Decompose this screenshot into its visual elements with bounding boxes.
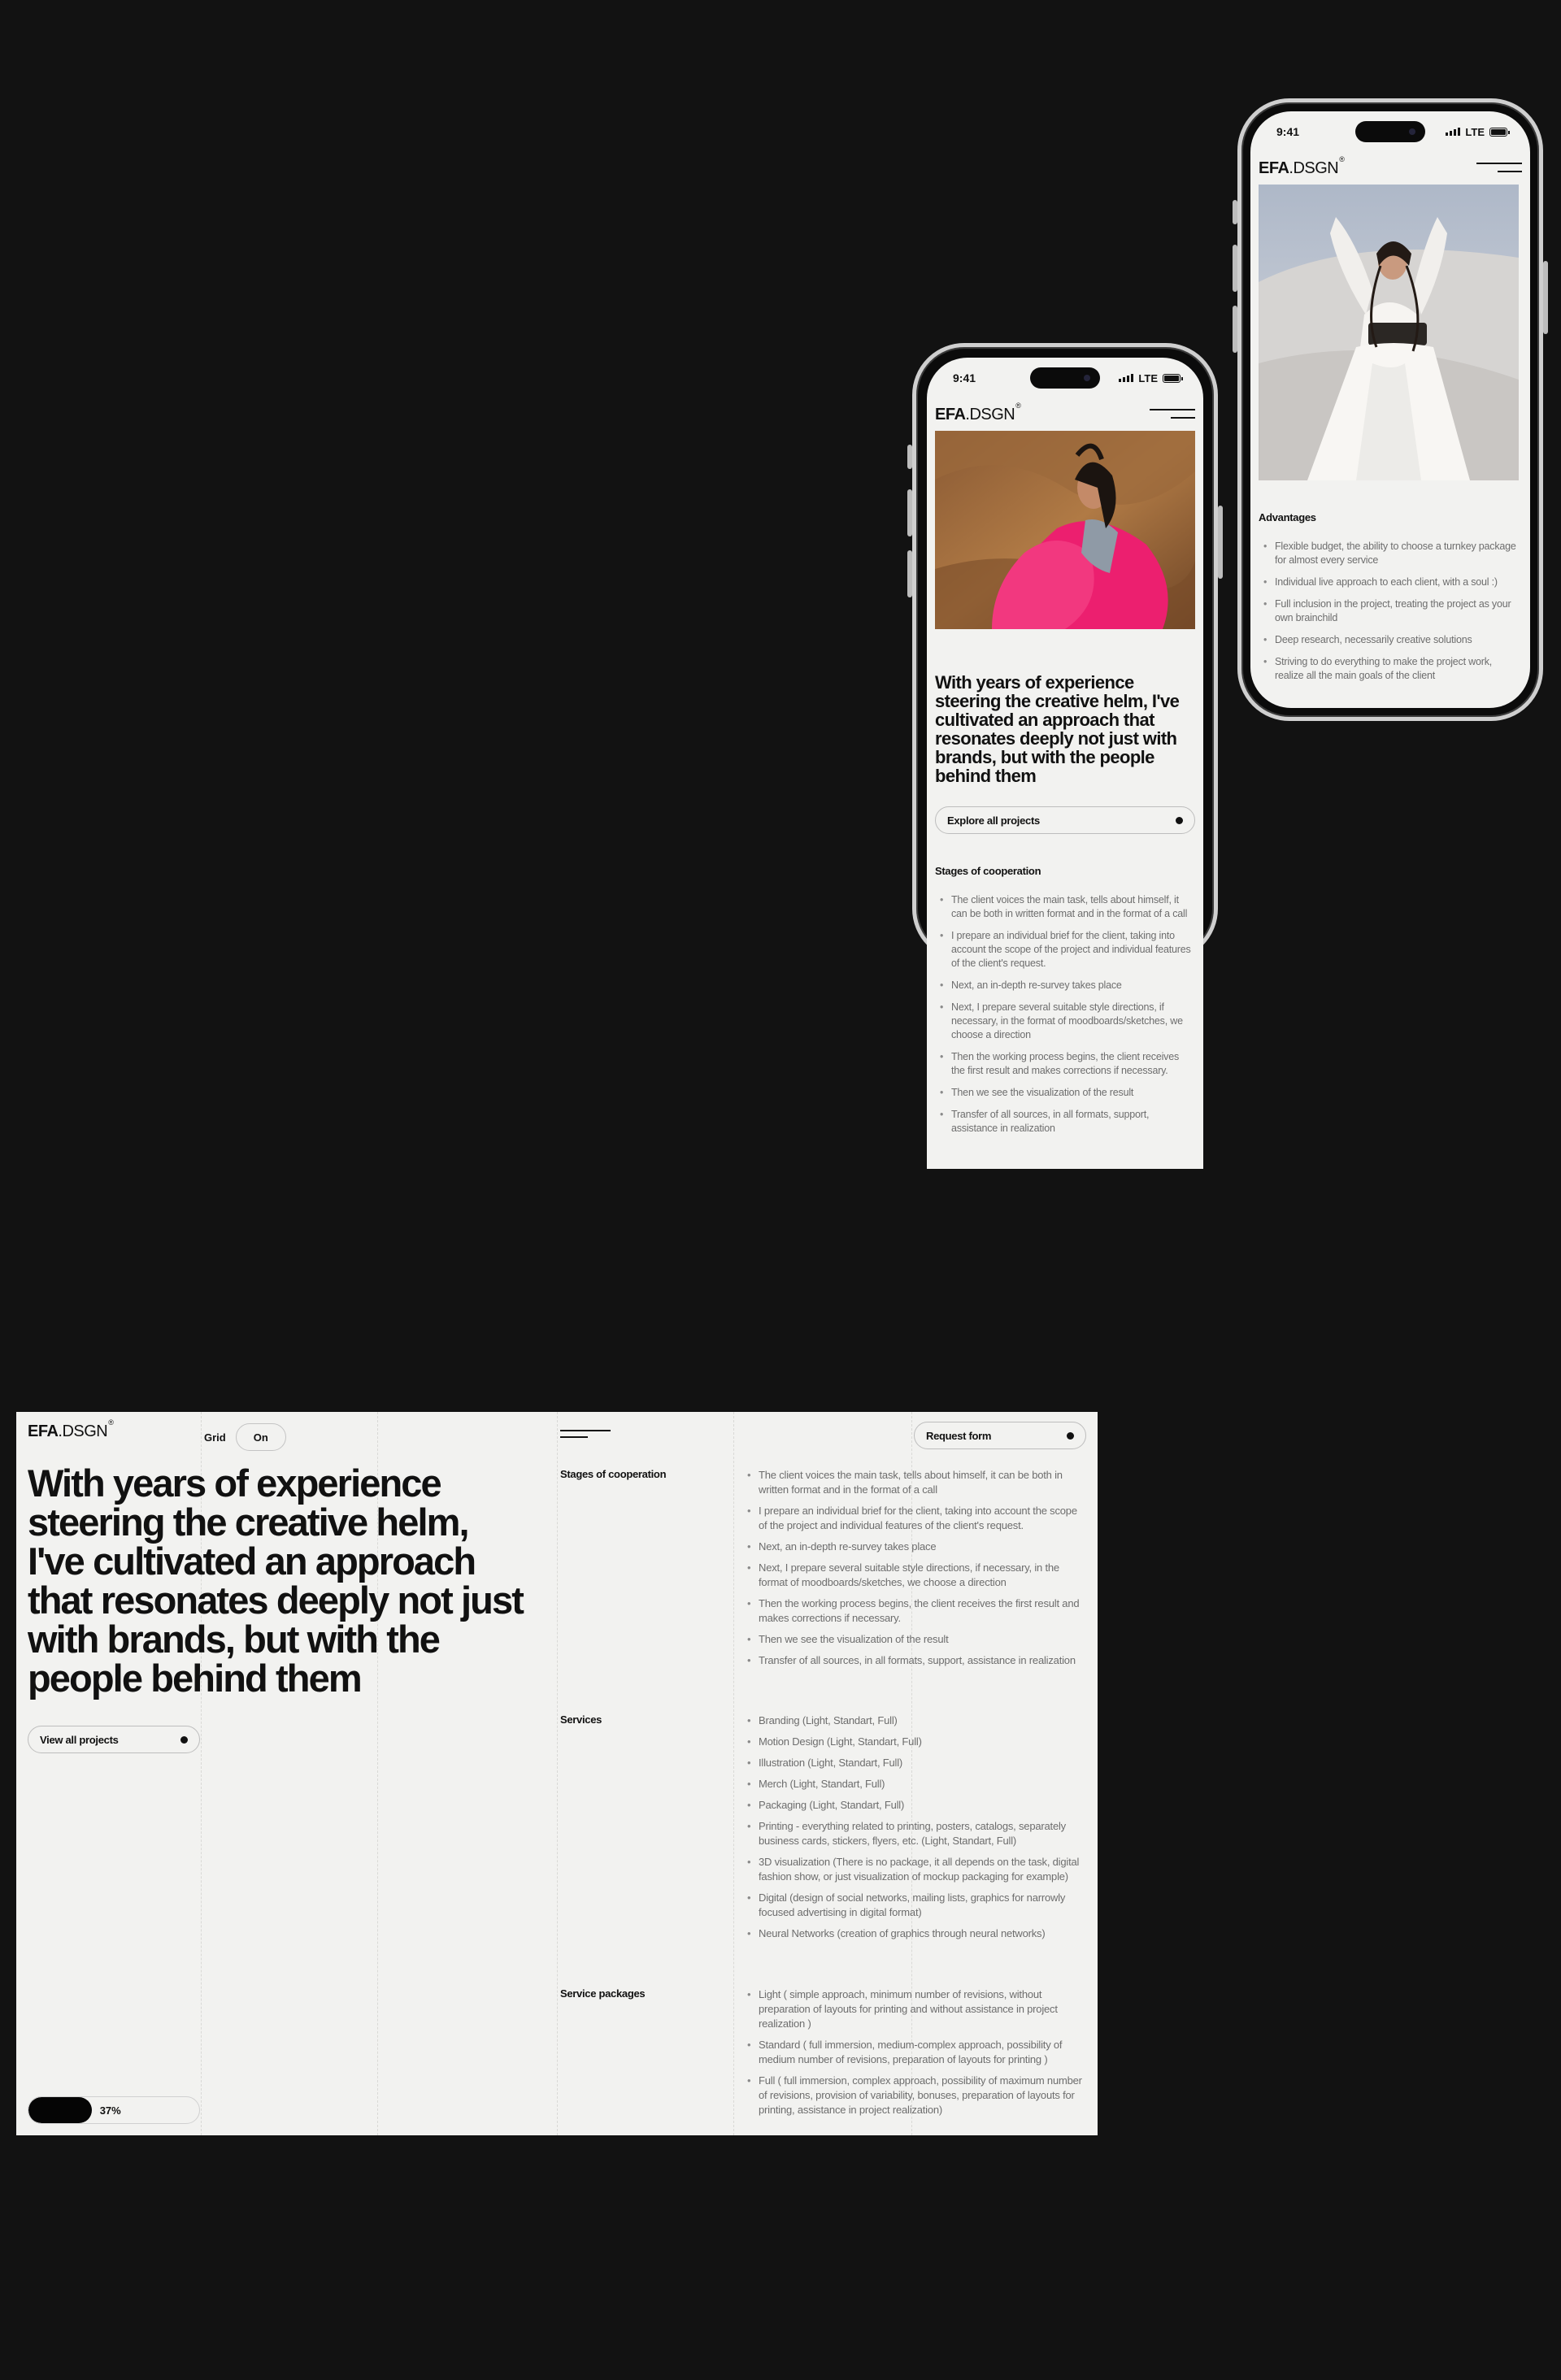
phone-side-button	[1233, 245, 1237, 292]
list-item: • Transfer of all sources, in all formats, support, assistance in realization	[935, 1108, 1195, 1136]
list-item: • I prepare an individual brief for the client, taking into account the scope of the project and individual features of the client's request.	[742, 1504, 1084, 1533]
signal-icon	[1119, 374, 1133, 382]
list-item: • Merch (Light, Standart, Full)	[742, 1777, 1084, 1792]
stages-section	[560, 1468, 1089, 1666]
phone-mockup-second	[1237, 98, 1543, 721]
stages-list	[742, 1468, 1084, 1674]
view-projects-label: View all projects	[40, 1733, 119, 1746]
dot-icon	[180, 1736, 188, 1744]
list-item: • The client voices the main task, tells about himself, it can be both in written format and in the format of a call	[935, 893, 1195, 921]
list-item: • I prepare an individual brief for the client, taking into account the scope of the project and individual features of the client's request.	[935, 929, 1195, 971]
mobile-headline: With years of experience steering the creative helm, I've cultivated an approach that resonates deeply not just with brands, but with the people behind them	[935, 672, 1180, 786]
list-item: • Full inclusion in the project, treating the project as your own brainchild	[1259, 597, 1522, 625]
dot-icon	[1176, 817, 1183, 824]
dynamic-island	[1030, 367, 1100, 389]
phone-side-button	[1233, 200, 1237, 224]
services-list	[742, 1713, 1084, 1948]
list-item: • Standard ( full immersion, medium-complex approach, possibility of medium number of revisions, preparation of layouts for printing )	[742, 2038, 1084, 2067]
list-item: • Printing - everything related to printing, posters, catalogs, separately business cards, stickers, flyers, etc. (Light, Standart, Full)	[742, 1819, 1084, 1848]
phone-side-button	[907, 489, 912, 536]
stages-title: Stages of cooperation	[935, 865, 1041, 877]
brand-logo[interactable]: EFA.DSGN ®	[28, 1418, 114, 1440]
list-item: • Branding (Light, Standart, Full)	[742, 1713, 1084, 1728]
network-label: LTE	[1465, 125, 1485, 138]
stages-title: Stages of cooperation	[560, 1468, 667, 1480]
dot-icon	[1067, 1432, 1074, 1440]
phone-side-button	[907, 445, 912, 469]
list-item: • Digital (design of social networks, mailing lists, graphics for narrowly focused advertising in digital format)	[742, 1891, 1084, 1920]
loading-progress-bar	[28, 2096, 200, 2124]
brand-logo[interactable]: EFA.DSGN ®	[1259, 155, 1345, 177]
explore-projects-label: Explore all projects	[947, 814, 1040, 827]
services-title: Services	[560, 1713, 602, 1726]
packages-title: Service packages	[560, 1987, 646, 2000]
list-item: • Next, I prepare several suitable style directions, if necessary, in the format of moodboards/sketches, we choose a direction	[935, 1001, 1195, 1042]
list-item: • Transfer of all sources, in all formats, support, assistance in realization	[742, 1653, 1084, 1668]
list-item: • Then the working process begins, the client receives the first result and makes corrections if necessary.	[935, 1050, 1195, 1078]
progress-label: 37%	[99, 2104, 121, 2117]
grid-control	[204, 1423, 286, 1451]
menu-icon[interactable]	[1476, 163, 1522, 174]
battery-icon	[1163, 374, 1181, 383]
dynamic-island	[1355, 121, 1425, 142]
stages-list	[935, 893, 1195, 1136]
list-item: • Striving to do everything to make the project work, realize all the main goals of the client	[1259, 655, 1522, 683]
list-item: • Then the working process begins, the client receives the first result and makes corrections if necessary.	[742, 1596, 1084, 1626]
grid-toggle[interactable]: On	[236, 1423, 286, 1451]
status-time: 9:41	[953, 371, 976, 384]
request-form-button[interactable]	[914, 1422, 1086, 1449]
list-item: • Light ( simple approach, minimum number of revisions, without preparation of layouts for printing and without assistance in project realization )	[742, 1987, 1084, 2031]
brand-logo[interactable]: EFA.DSGN ®	[935, 402, 1021, 423]
packages-section	[560, 1987, 1089, 2134]
hero-photo-white-dress	[1259, 185, 1522, 480]
phone-side-button	[907, 550, 912, 597]
list-item: • Next, I prepare several suitable style directions, if necessary, in the format of moodboards/sketches, we choose a direction	[742, 1561, 1084, 1590]
mobile-header	[927, 398, 1203, 431]
menu-icon[interactable]	[1150, 409, 1195, 420]
list-item: • Full ( full immersion, complex approach, possibility of maximum number of revisions, provision of variability, bonuses, preparation of layouts for printing, assistance in project realization)	[742, 2074, 1084, 2117]
mobile-header	[1250, 152, 1530, 185]
list-item: • Next, an in-depth re-survey takes place	[742, 1540, 1084, 1554]
progress-fill	[28, 2097, 92, 2123]
status-time: 9:41	[1276, 125, 1300, 138]
list-item: • Then we see the visualization of the result	[935, 1086, 1195, 1100]
signal-icon	[1446, 128, 1460, 136]
packages-list	[742, 1987, 1084, 2124]
list-item: • Motion Design (Light, Standart, Full)	[742, 1735, 1084, 1749]
grid-label: Grid	[204, 1431, 226, 1444]
services-section	[560, 1713, 1089, 1957]
request-form-label: Request form	[926, 1429, 992, 1442]
explore-projects-button[interactable]	[935, 806, 1195, 834]
list-item: • Illustration (Light, Standart, Full)	[742, 1756, 1084, 1770]
phone-screen-main	[927, 358, 1203, 1169]
phone-side-button	[1233, 306, 1237, 353]
battery-icon	[1489, 128, 1507, 137]
menu-icon[interactable]	[560, 1430, 611, 1441]
list-item: • Then we see the visualization of the result	[742, 1632, 1084, 1647]
list-item: • Individual live approach to each client, with a soul :)	[1259, 575, 1522, 589]
advantages-title: Advantages	[1259, 511, 1316, 523]
phone-side-button	[1218, 506, 1223, 579]
hero-photo-pink-dress	[935, 431, 1195, 629]
desktop-headline: With years of experience steering the creative helm, I've cultivated an approach that resonates deeply not just with brands, but with the people behind them	[28, 1461, 523, 1700]
phone-side-button	[1543, 261, 1548, 334]
view-projects-button[interactable]	[28, 1726, 200, 1753]
list-item: • Neural Networks (creation of graphics through neural networks)	[742, 1926, 1084, 1941]
list-item: • The client voices the main task, tells about himself, it can be both in written format and in the format of a call	[742, 1468, 1084, 1497]
status-bar	[927, 358, 1203, 398]
phone-screen-second	[1250, 111, 1530, 708]
list-item: • Next, an in-depth re-survey takes place	[935, 979, 1195, 992]
list-item: • 3D visualization (There is no package, it all depends on the task, digital fashion show, or just visualization of mockup packaging for example)	[742, 1855, 1084, 1884]
list-item: • Deep research, necessarily creative solutions	[1259, 633, 1522, 647]
network-label: LTE	[1138, 371, 1158, 384]
advantages-list	[1259, 540, 1522, 683]
status-bar	[1250, 111, 1530, 152]
desktop-page	[16, 1412, 1098, 2135]
list-item: • Packaging (Light, Standart, Full)	[742, 1798, 1084, 1813]
grid-line	[557, 1412, 558, 2135]
list-item: • Flexible budget, the ability to choose a turnkey package for almost every service	[1259, 540, 1522, 567]
